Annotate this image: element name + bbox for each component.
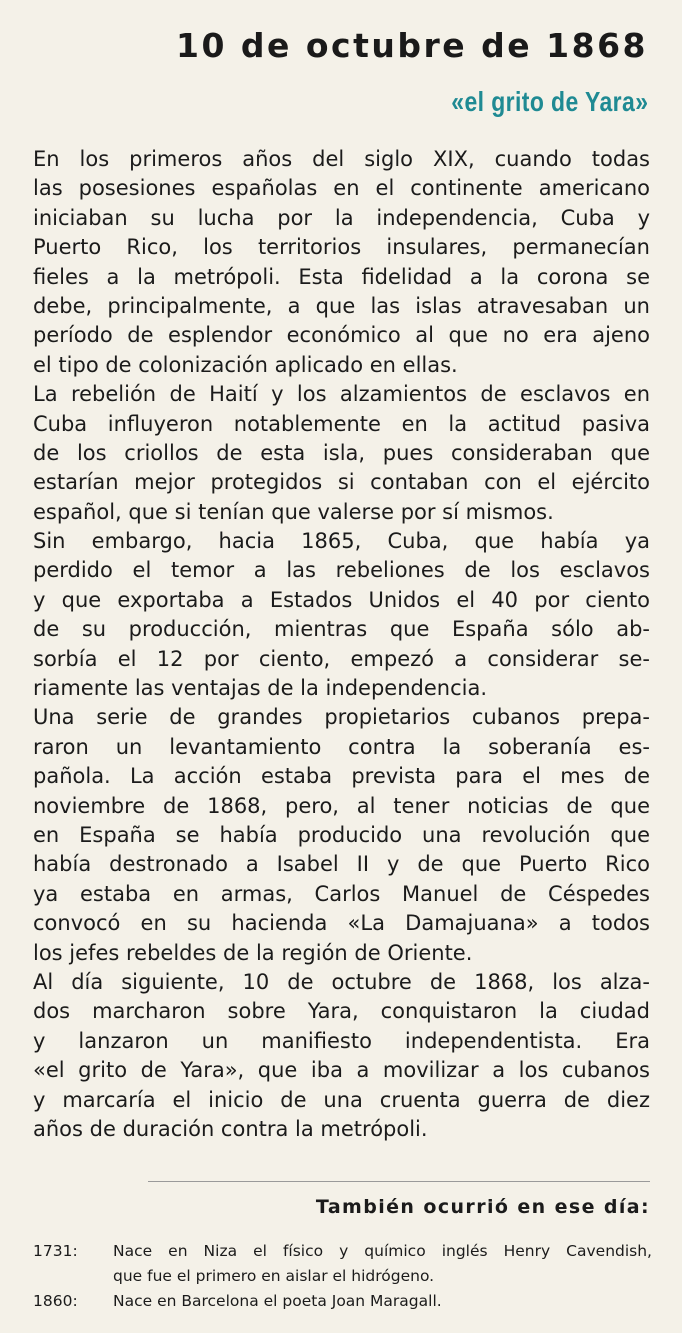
article-line: Puerto Rico, los territorios insulares, permanecían	[33, 235, 650, 260]
article-line: ya estaba en armas, Carlos Manuel de Céspedes	[33, 881, 650, 906]
event-line: Nace en Barcelona el poeta Joan Maragall.	[113, 1292, 442, 1310]
article-line: «el grito de Yara», que iba a movilizar a los cubanos	[33, 1058, 650, 1083]
article-line: período de esplendor económico al que no era ajeno	[33, 323, 650, 348]
article-line: las posesiones españolas en el continente americano	[33, 176, 650, 201]
article-line: sorbía el 12 por ciento, empezó a considerar se-	[33, 646, 650, 671]
event-line: Nace en Niza el físico y químico inglés Henry Cavendish,	[113, 1242, 652, 1260]
article-line: español, que si tenían que valerse por sí mismos.	[33, 499, 554, 524]
article-line: los jefes rebeldes de la región de Oriente.	[33, 940, 473, 965]
article-line: dos marcharon sobre Yara, conquistaron la ciudad	[33, 999, 650, 1024]
article-line: La rebelión de Haití y los alzamientos de esclavos en	[33, 382, 650, 407]
article-line: Al día siguiente, 10 de octubre de 1868, los alza-	[33, 969, 650, 994]
article-line: perdido el temor a las rebeliones de los esclavos	[33, 558, 650, 583]
event-description	[113, 1289, 652, 1314]
event-line: que fue el primero en aislar el hidrógeno.	[113, 1267, 435, 1285]
article-line: convocó en su hacienda «La Damajuana» a todos	[33, 911, 650, 936]
article-line: Sin embargo, hacia 1865, Cuba, que había ya	[33, 529, 650, 554]
article-body	[33, 145, 650, 1144]
article-line: en España se había producido una revolución que	[33, 822, 650, 847]
article-line: pañola. La acción estaba prevista para el mes de	[33, 764, 650, 789]
page-title: 10 de octubre de 1868	[175, 26, 648, 65]
article-line: y que exportaba a Estados Unidos el 40 por ciento	[33, 587, 650, 612]
article-line: años de duración contra la metrópoli.	[33, 1116, 428, 1141]
event-item	[33, 1289, 652, 1314]
article-line: el tipo de colonización aplicado en ellas.	[33, 352, 458, 377]
article-line: riamente las ventajas de la independencia.	[33, 676, 487, 701]
article-line: iniciaban su lucha por la independencia, Cuba y	[33, 205, 650, 230]
article-line: Cuba influyeron notablemente en la actitud pasiva	[33, 411, 650, 436]
article-line: debe, principalmente, a que las islas atravesaban un	[33, 293, 650, 318]
article-line: y marcaría el inicio de una cruenta guerra de diez	[33, 1087, 650, 1112]
article-line: fieles a la metrópoli. Esta fidelidad a la corona se	[33, 264, 650, 289]
article-line: y lanzaron un manifiesto independentista. Era	[33, 1028, 650, 1053]
article-line: raron un levantamiento contra la soberanía es-	[33, 734, 650, 759]
article-line: noviembre de 1868, pero, al tener noticias de que	[33, 793, 650, 818]
article-line: Una serie de grandes propietarios cubanos prepa-	[33, 705, 650, 730]
article-line: de los criollos de esta isla, pues consideraban que	[33, 440, 650, 465]
article-line: En los primeros años del siglo XIX, cuando todas	[33, 147, 650, 171]
event-item	[33, 1239, 652, 1289]
article-line: estarían mejor protegidos si contaban con el ejército	[33, 470, 650, 495]
article-line: de su producción, mientras que España sólo ab-	[33, 617, 650, 642]
event-description	[113, 1239, 652, 1289]
page-subtitle: «el grito de Yara»	[450, 86, 648, 117]
event-year: 1731:	[33, 1242, 78, 1260]
event-year: 1860:	[33, 1292, 78, 1310]
article-line: había destronado a Isabel II y de que Puerto Rico	[33, 852, 650, 877]
events-list	[33, 1239, 652, 1314]
also-happened-heading: También ocurrió en ese día:	[315, 1196, 650, 1218]
section-divider	[148, 1181, 650, 1182]
